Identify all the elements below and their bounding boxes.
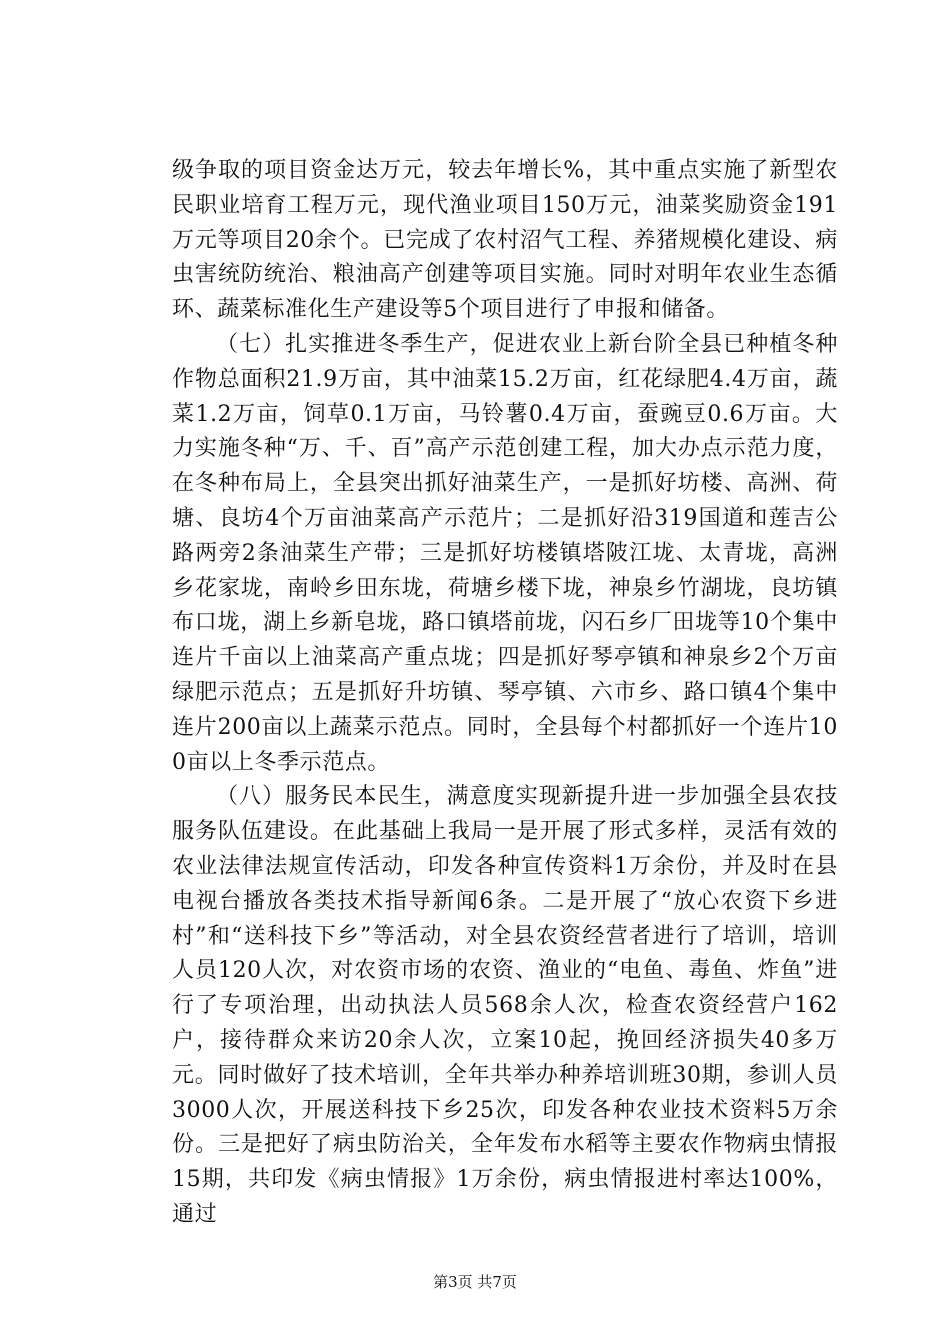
paragraph-livelihood-service: （八）服务民本民生，满意度实现新提升进一步加强全县农技服务队伍建设。在此基础上我局一是开展了形式多样，灵活有效的农业法律法规宣传活动，印发各种宣传资料1万余份，并及时在县电视台播放各类技术指导新闻6条。二是开展了“放心农资下乡进村”和“送科技下乡”等活动，对全县农资经营者进行了培训，培训人员120人次，对农资市场的农资、渔业的“电鱼、毒鱼、炸鱼”进行了专项治理，出动执法人员568余人次，检查农资经营户162户，接待群众来访20余人次，立案10起，挽回经济损失40多万元。同时做好了技术培训，全年共举办种养培训班30期，参训人员3000人次，开展送科技下乡25次，印发各种农业技术资料5万余份。三是把好了病虫防治关，全年发布水稻等主要农作物病虫情报15期，共印发《病虫情报》1万余份，病虫情报进村率达100%，通过: [172, 784, 838, 1227]
paragraph-project-funds: 级争取的项目资金达万元，较去年增长%，其中重点实施了新型农民职业培育工程万元，现代渔业项目150万元，油菜奖励资金191万元等项目20余个。已完成了农村沼气工程、养猪规模化建设、病虫害统防统治、粮油高产创建等项目实施。同时对明年农业生态循环、蔬菜标准化生产建设等5个项目进行了申报和储备。: [172, 158, 838, 323]
page-footer: 第3页 共7页: [433, 1273, 517, 1291]
paragraph-winter-production: （七）扎实推进冬季生产，促进农业上新台阶全县已种植冬种作物总面积21.9万亩，其中油菜15.2万亩，红花绿肥4.4万亩，蔬菜1.2万亩，饲草0.1万亩，马铃薯0.4万亩，蚕豌豆0.6万亩。大力实施冬种“万、千、百”高产示范创建工程，加大办点示范力度，在冬种布局上，全县突出抓好油菜生产，一是抓好坊楼、高洲、荷塘、良坊4个万亩油菜高产示范片；二是抓好沿319国道和莲吉公路两旁2条油菜生产带；三是抓好坊楼镇塔陂江垅、太青垅，高洲乡花家垅，南岭乡田东垅，荷塘乡楼下垅，神泉乡竹湖垅，良坊镇布口垅，湖上乡新皂垅，路口镇塔前垅，闪石乡厂田垅等10个集中连片千亩以上油菜高产重点垅；四是抓好琴亭镇和神泉乡2个万亩绿肥示范点；五是抓好升坊镇、琴亭镇、六市乡、路口镇4个集中连片200亩以上蔬菜示范点。同时，全县每个村都抓好一个连片100亩以上冬季示范点。: [172, 331, 838, 775]
document-body: [172, 154, 838, 1233]
